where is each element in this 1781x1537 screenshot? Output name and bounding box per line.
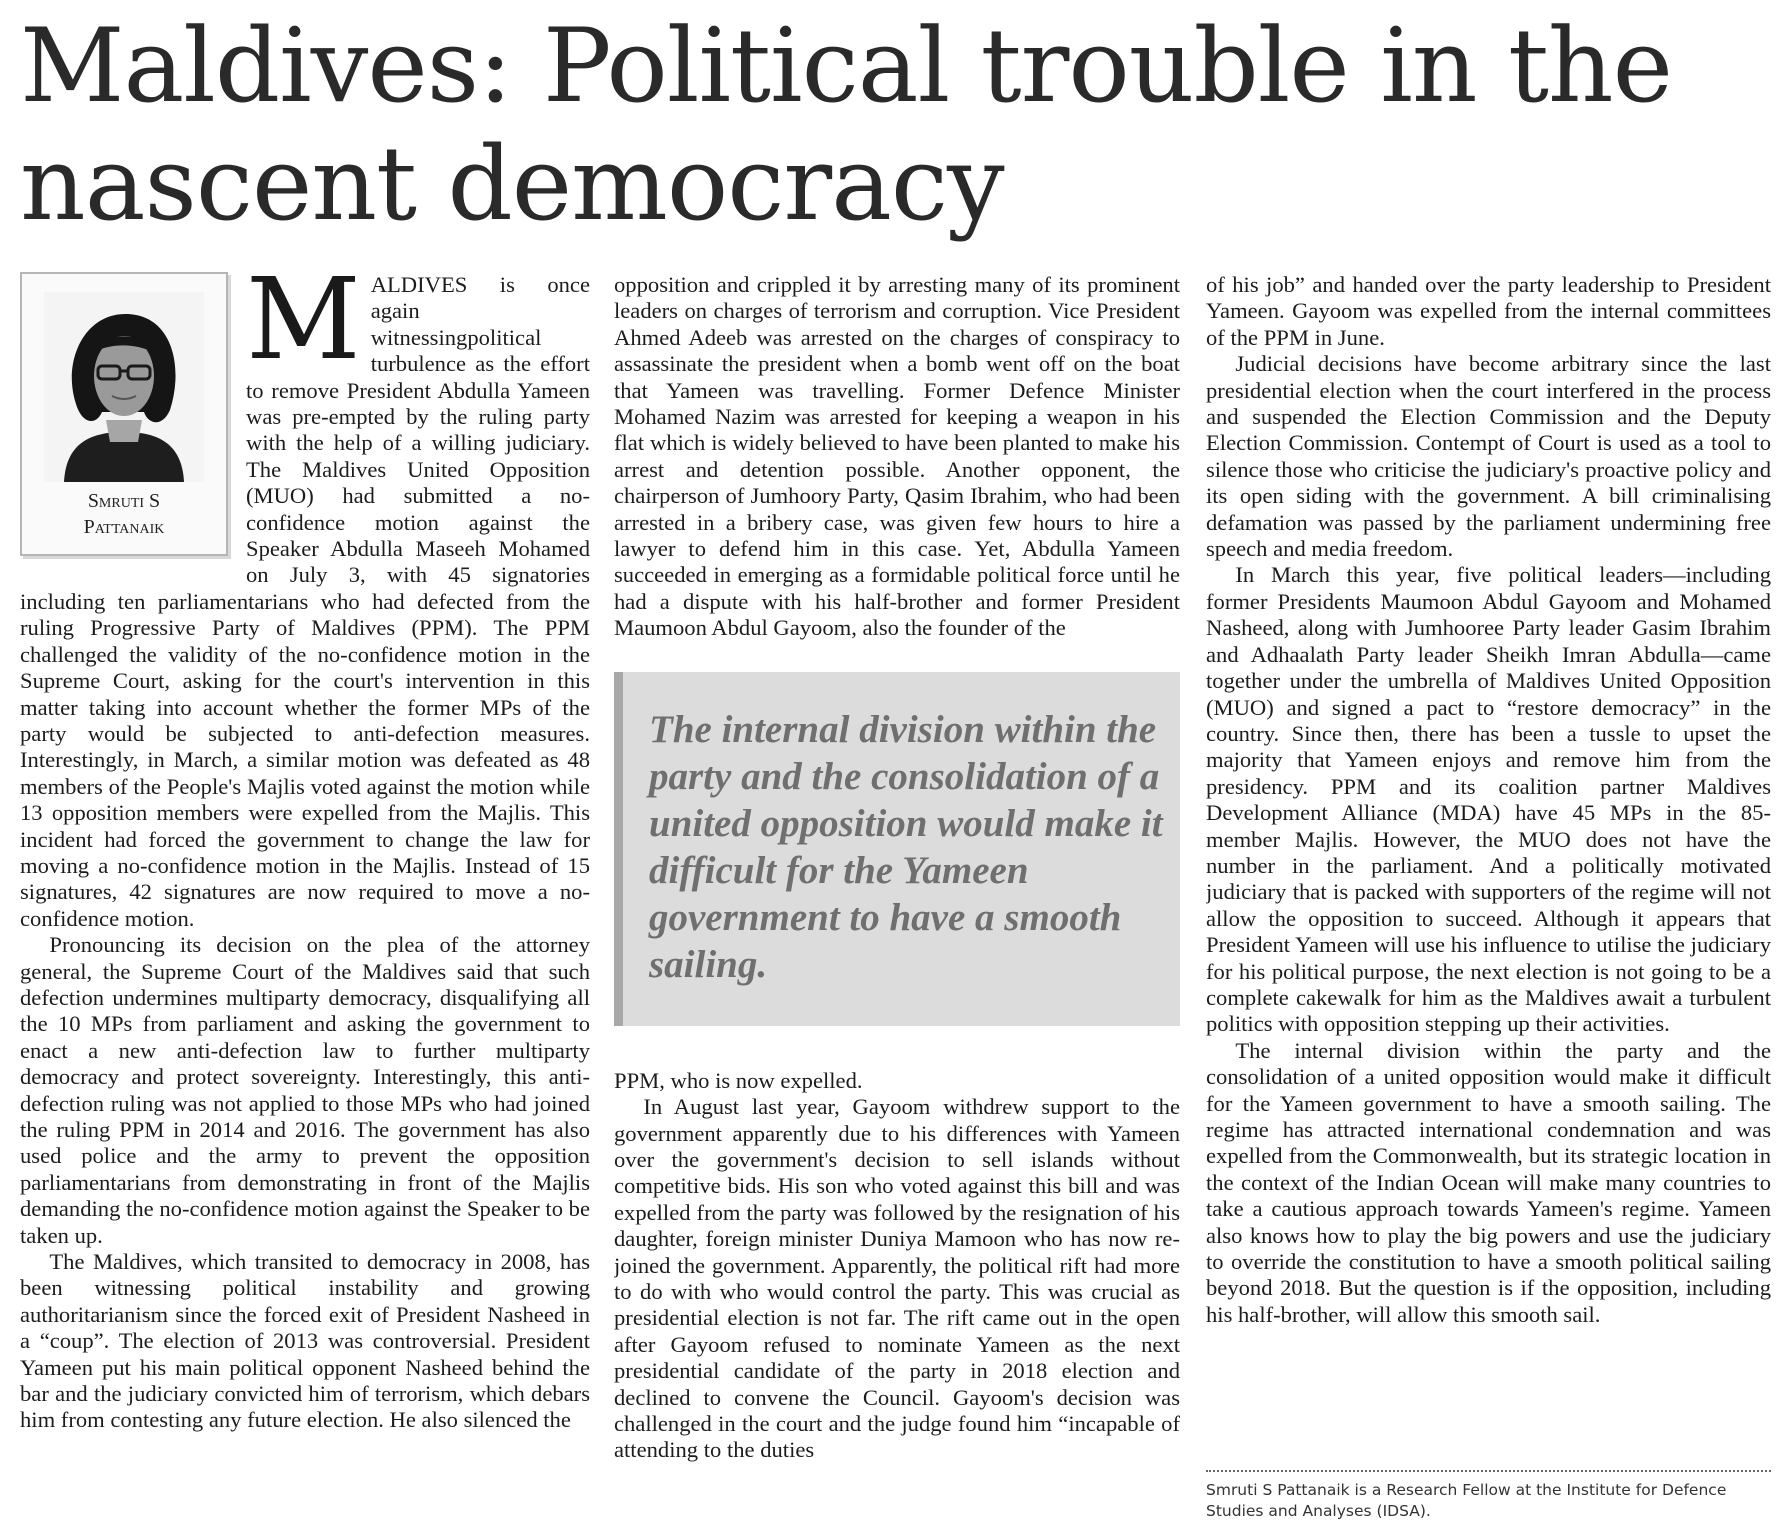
paragraph: In March this year, five political leaders—including former Presidents Maumoon Abdul Gayoom and Mohamed Nasheed, along with Jumhooree Party leader Gasim Ibrahim and Adhaalath Party leader Sheikh Imran Abdulla—came together under the umbrella of Maldives United Opposition (MUO) and signed a pact to “restore democracy” in the country. Since then, there has been a tussle to upset the majority that Yameen enjoys and remove him from the presidency. PPM and its coalition partner Maldives Development Alliance (MDA) have 45 MPs in the 85-member Majlis. However, the MUO does not have the number in the parliament. And a politically motivated judiciary that is packed with supporters of the regime will not allow the opposition to succeed. Although it appears that President Yameen will use his influence to utilise the judiciary for his political purpose, the next election is not going to be a complete cakewalk for him as the Maldives await a turbulent politics with opposition stepping up their activities.	[1206, 562, 1771, 1037]
paragraph: PPM, who is now expelled.	[614, 1067, 863, 1093]
paragraph: of his job” and handed over the party leadership to President Yameen. Gayoom was expelled from the internal committees of the PPM in June.	[1206, 272, 1771, 350]
article-column-1	[20, 272, 590, 1537]
author-name-line1: Smruti S	[87, 490, 161, 512]
paragraph: In August last year, Gayoom withdrew support to the government apparently due to his differences with Yameen over the government's decision to sell islands without competitive bids. His son who voted against this bill and was expelled from the party was followed by the resignation of his daughter, foreign minister Duniya Mamoon who has now re-joined the government. Apparently, the political rift had more to do with who would control the party. This was crucial as presidential election is not far. The rift came out in the open after Gayoom refused to nominate Yameen as the next presidential candidate of the party in 2018 election and declined to convene the Council. Gayoom's decision was challenged in the court and the judge found him “incapable of attending to the duties	[614, 1094, 1180, 1463]
paragraph-text: ALDIVES is once again witnessingpolitical turbulence as the effort to remove President Abdulla Yameen was pre-empted by the ruling party with the help of a willing judiciary. The Maldives United Opposition (MUO) had submitted a no-confidence motion against the Speaker Abdulla Maseeh Mohamed on July 3, with 45 signatories including ten parliamentarians who had defected from the ruling Progressive Party of Maldives (PPM). The PPM challenged the validity of the no-confidence motion in the Supreme Court, asking for the court's intervention in this matter taking into account whether the former MPs of the party would be subjected to anti-defection measures. Interestingly, in March, a similar motion was defeated as 48 members of the People's Majlis voted against the motion while 13 opposition members were expelled from the Majlis. This incident had forced the government to change the law for moving a no-confidence motion in the Majlis. Instead of 15 signatures, 42 signatures are now required to move a no-confidence motion.	[20, 272, 590, 931]
paragraph: The internal division within the party and the consolidation of a united opposition would make it difficult for the Yameen government to have a smooth sailing. The regime has attracted international condemnation and was expelled from the Commonwealth, but its strategic location in the context of the Indian Ocean will make many countries to take a cautious approach towards Yameen's regime. Yameen also knows how to play the big powers and use the judiciary to override the constitution to have a smooth political sailing beyond 2018. But the question is if the opposition, including his half-brother, will allow this smooth sail.	[1206, 1037, 1771, 1327]
author-box	[20, 272, 228, 556]
author-portrait-icon	[44, 292, 204, 482]
article-column-2	[614, 272, 1180, 1537]
author-footnote: Smruti S Pattanaik is a Research Fellow at the Institute for Defence Studies and Analyses (IDSA).	[1206, 1470, 1771, 1522]
paragraph: The Maldives, which transited to democracy in 2008, has been witnessing political instability and growing authoritarianism since the forced exit of President Nasheed in a “coup”. The election of 2013 was controversial. President Yameen put his main political opponent Nasheed behind the bar and the judiciary convicted him of terrorism, which debars him from contesting any future election. He also silenced the	[20, 1249, 590, 1433]
article-column-3	[1206, 272, 1771, 1472]
headline: Maldives: Political trouble in the nascent democracy	[20, 7, 1672, 244]
paragraph: Judicial decisions have become arbitrary since the last presidential election when the court interfered in the process and suspended the Election Commission and the Deputy Election Commission. Contempt of Court is used as a tool to silence those who criticise the judiciary's proactive policy and its open siding with the government. A bill criminalising defamation was passed by the parliament undermining free speech and media freedom.	[1206, 351, 1771, 562]
author-name-line2: Pattanaik	[83, 516, 165, 538]
paragraph: Pronouncing its decision on the plea of the attorney general, the Supreme Court of the Maldives said that such defection undermines multiparty democracy, disqualifying all the 10 MPs from parliament and asking the government to enact a new anti-defection law to further multiparty democracy and protect sovereignty. Interestingly, this anti-defection ruling was not applied to those MPs who had joined the ruling PPM in 2014 and 2016. The government has also used police and the army to prevent the opposition parliamentarians from demonstrating in front of the Majlis demanding the no-confidence motion against the Speaker to be taken up.	[20, 932, 590, 1248]
pull-quote-text: The internal division within the party and the consolidation of a united opposition would make it difficult for the Yameen government to have a smooth sailing.	[649, 707, 1163, 986]
author-name	[22, 488, 226, 540]
pull-quote	[614, 672, 1180, 1026]
dropcap: M	[246, 272, 361, 385]
paragraph: opposition and crippled it by arresting many of its prominent leaders on charges of terrorism and corruption. Vice President Ahmed Adeeb was arrested on the charges of conspiracy to assassinate the president when a bomb went off on the boat that Yameen was travelling. Former Defence Minister Mohamed Nazim was arrested for keeping a weapon in his flat which is widely believed to have been planted to make his arrest and detention possible. Another opponent, the chairperson of Jumhoory Party, Qasim Ibrahim, who had been arrested in a bribery case, was given few hours to hire a lawyer to defend him in this case. Yet, Abdulla Yameen succeeded in emerging as a formidable political force until he had a dispute with his half-brother and former President Maumoon Abdul Gayoom, also the founder of the	[614, 272, 1180, 641]
